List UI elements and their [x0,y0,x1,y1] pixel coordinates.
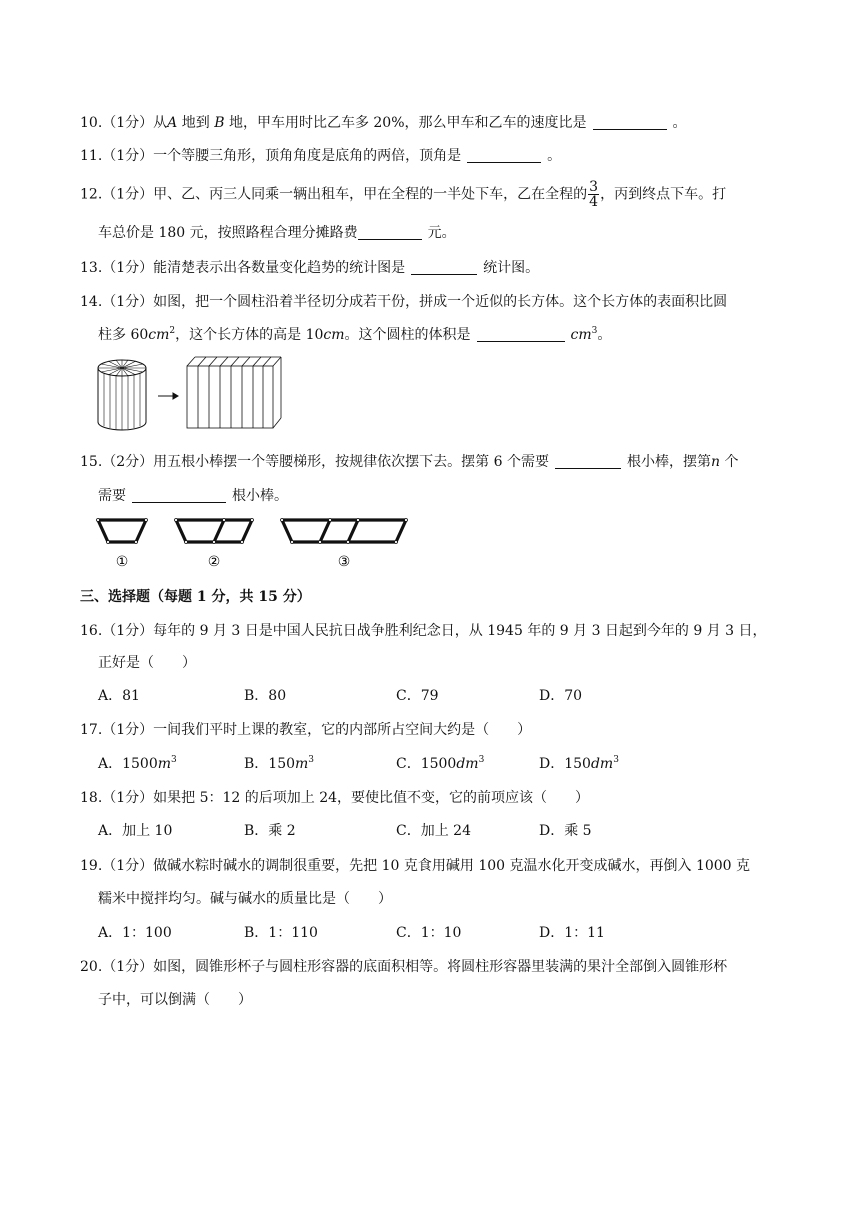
q14-text-line2d: 。 [597,327,612,343]
q14-unit-cm-3: cm [570,327,592,343]
q12-fraction [588,180,599,209]
q16-option-a[interactable]: A．81 [98,688,140,704]
q10-text-mid1: 地到 [177,115,215,131]
q17-option-a-unit: m [157,756,172,772]
q11-text: 11.（1分）一个等腰三角形，顶角角度是底角的两倍，顶角是 [80,148,462,164]
q18-option-a[interactable]: A．加上 10 [98,823,173,839]
q17-option-a-sup: 3 [171,755,177,765]
q18-option-d[interactable]: D．乘 5 [539,823,592,839]
q14-sup-3: 3 [591,326,598,336]
q12-fraction-denominator: 4 [589,194,599,210]
q13-text-end: 统计图。 [483,260,540,276]
q13-text: 13.（1分）能清楚表示出各数量变化趋势的统计图是 [80,260,406,276]
q17-option-c-label: C．1500 [396,756,457,772]
question-19-line-2: 糯米中搅拌均匀。碱与碱水的质量比是（ ） [98,891,392,907]
q17-option-d-unit: dm [590,756,614,772]
question-20: 20.（1分）如图，圆锥形杯子与圆柱形容器的底面积相等。将圆柱形容器里装满的果汁全部倒入圆锥形杯 [80,959,728,975]
q15-text-line2-end: 根小棒。 [232,488,288,504]
q17-option-b-label: B．150 [244,756,296,772]
question-14 [80,292,727,312]
question-19: 19.（1分）做碱水粽时碱水的调制很重要，先把 10 克食用碱用 100 克温水化开变成碱水，再倒入 1000 克 [80,858,751,874]
question-15-line-2 [98,486,288,506]
q17-option-c-unit: dm [456,756,479,772]
q10-text-mid2: 地，甲车用时比乙车多 20%，那么甲车和乙车的速度比是 [224,115,587,131]
question-15 [80,452,738,472]
trapezoid-pattern-figure [94,514,414,572]
q17-option-b-sup: 3 [308,755,315,765]
q13-answer-blank[interactable] [411,259,477,275]
q14-text-line2c: 。这个圆柱的体积是 [344,327,471,343]
question-10 [80,113,687,133]
question-16-options [98,686,778,706]
q10-text-end: 。 [672,115,687,131]
question-14-line-2 [98,325,611,345]
question-13 [80,258,539,278]
q11-answer-blank[interactable] [467,147,541,163]
q17-option-c-sup: 3 [478,755,485,765]
q10-answer-blank[interactable] [593,114,667,130]
question-11 [80,146,561,166]
q12-text-b: ，丙到终点下车。打 [600,186,727,203]
q14-text: 14.（1分）如图，把一个圆柱沿着半径切分成若干份，拼成一个近似的长方体。这个长方体的表面积比圆 [80,294,728,310]
q18-option-b[interactable]: B．乘 2 [244,823,296,839]
q10-point-a: A [167,115,178,131]
q14-unit-cm-2: cm [323,327,345,343]
q15-text-b: 根小棒，摆第 [626,454,711,470]
q11-text-end: 。 [547,148,562,164]
q12-fraction-numerator: 3 [589,179,599,195]
question-19-options [98,923,778,943]
question-18-options [98,821,778,841]
q12-answer-blank[interactable] [358,224,422,240]
question-17: 17.（1分）一间我们平时上课的教室，它的内部所占空间大约是（ ） [80,722,532,738]
q14-text-line2a: 柱多 60 [98,327,149,343]
pattern-label-2: ② [207,554,221,570]
q14-text-line2b: ，这个长方体的高是 10 [175,327,324,343]
q10-text: 10.（1分）从 [80,115,168,131]
question-18: 18.（1分）如果把 5：12 的后项加上 24，要使比值不变，它的前项应该（ ） [80,790,590,806]
q17-option-c[interactable] [396,754,484,774]
q18-option-c[interactable]: C．加上 24 [396,823,471,839]
q17-option-d-sup: 3 [613,755,619,765]
pattern-label-1: ① [115,554,129,570]
q15-text-line2: 需要 [98,488,126,504]
cylinder-to-cuboid-figure [95,354,285,434]
q17-option-a[interactable] [98,754,177,774]
q19-option-b[interactable]: B．1：110 [244,925,318,941]
q12-text: 12.（1分）甲、乙、丙三人同乘一辆出租车，甲在全程的一半处下车，乙在全程的 [80,186,588,203]
q19-option-c[interactable]: C．1：10 [396,925,462,941]
q15-answer-blank-1[interactable] [555,453,621,469]
q10-point-b: B [214,115,225,131]
q17-option-d-label: D．150 [539,756,591,772]
question-16-line-2: 正好是（ ） [98,655,196,671]
question-16: 16.（1分）每年的 9 月 3 日是中国人民抗日战争胜利纪念日，从 1945 年的 9 月 3 日起到今年的 9 月 3 日， [80,623,767,639]
q15-variable-n: n [710,454,721,470]
question-12 [80,180,726,209]
q17-option-b[interactable] [244,754,314,774]
q15-text-c: 个 [720,454,739,470]
q14-unit-cm: cm [148,327,170,343]
question-12-line-2 [98,223,456,243]
q12-text-line2-end: 元。 [427,225,456,241]
section-heading-choice: 三、选择题（每题 1 分，共 15 分） [80,589,311,605]
q17-option-b-unit: m [295,756,309,772]
q19-option-a[interactable]: A．1：100 [98,925,172,941]
q19-option-d[interactable]: D．1：11 [539,925,605,941]
q14-sup-2: 2 [169,326,176,336]
question-20-line-2: 子中，可以倒满（ ） [98,992,252,1008]
q17-option-d[interactable] [539,754,619,774]
q15-answer-blank-2[interactable] [132,487,226,503]
q17-option-a-label: A．1500 [98,756,158,772]
question-17-options [98,754,778,774]
pattern-label-3: ③ [337,554,351,570]
q16-option-b[interactable]: B．80 [244,688,287,704]
q16-option-d[interactable]: D．70 [539,688,583,704]
q15-text: 15.（2分）用五根小棒摆一个等腰梯形，按规律依次摆下去。摆第 6 个需要 [80,454,549,470]
q12-text-line2: 车总价是 180 元，按照路程合理分摊路费 [98,225,358,241]
q16-option-c[interactable]: C．79 [396,688,439,704]
q14-answer-blank[interactable] [477,326,565,342]
